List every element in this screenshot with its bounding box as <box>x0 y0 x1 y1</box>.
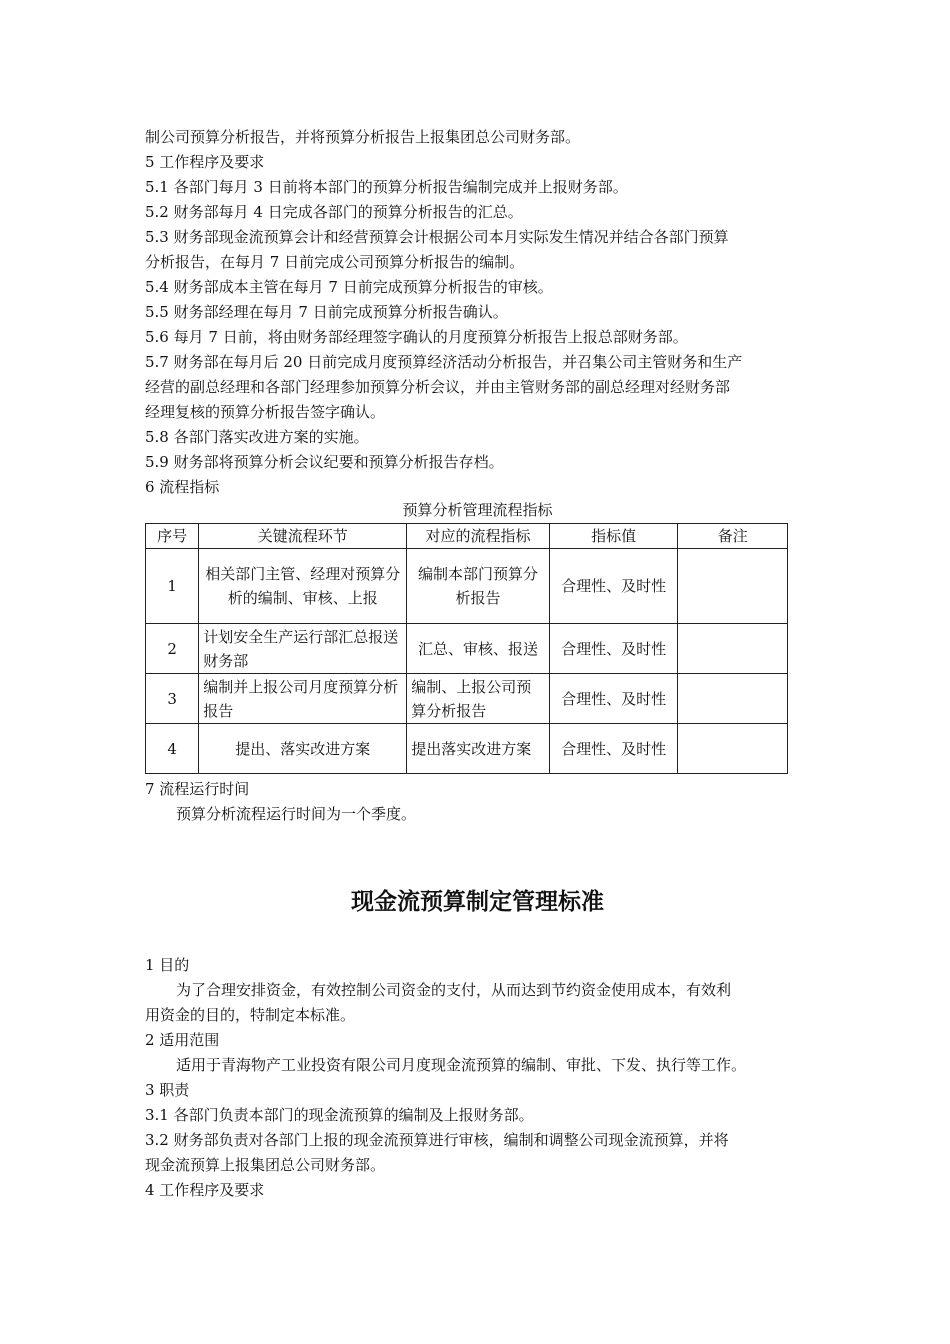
cell-indicator: 汇总、审核、报送 <box>407 624 550 674</box>
paragraph-line: 5.2 财务部每月 4 日完成各部门的预算分析报告的汇总。 <box>145 203 523 221</box>
paragraph-line: 5.8 各部门落实改进方案的实施。 <box>145 428 369 446</box>
table-caption: 预算分析管理流程指标 <box>402 501 553 519</box>
cell-note <box>678 624 788 674</box>
header-indicator: 对应的流程指标 <box>407 524 550 549</box>
cell-value: 合理性、及时性 <box>549 724 678 774</box>
header-note: 备注 <box>678 524 788 549</box>
paragraph-line: 经营的副总经理和各部门经理参加预算分析会议，并由主管财务部的副总经理对经财务部 <box>145 378 731 396</box>
cell-indicator: 编制、上报公司预算分析报告 <box>407 674 550 724</box>
paragraph-line: 适用于青海物产工业投资有限公司月度现金流预算的编制、审批、下发、执行等工作。 <box>176 1056 747 1074</box>
cell-value: 合理性、及时性 <box>549 549 678 624</box>
section-heading: 7 流程运行时间 <box>145 780 250 798</box>
section-heading: 1 目的 <box>145 956 190 974</box>
table-header-row <box>146 524 788 549</box>
cell-value: 合理性、及时性 <box>549 624 678 674</box>
paragraph-line: 5.5 财务部经理在每月 7 日前完成预算分析报告确认。 <box>145 303 508 321</box>
section-heading: 2 适用范围 <box>145 1031 220 1049</box>
paragraph-line: 制公司预算分析报告，并将预算分析报告上报集团总公司财务部。 <box>145 128 581 146</box>
paragraph-line: 3.2 财务部负责对各部门上报的现金流预算进行审核，编制和调整公司现金流预算，并将 <box>145 1131 729 1149</box>
cell-indicator: 提出落实改进方案 <box>407 724 550 774</box>
cell-note <box>678 674 788 724</box>
header-value: 指标值 <box>549 524 678 549</box>
paragraph-line: 为了合理安排资金，有效控制公司资金的支付，从而达到节约资金使用成本，有效利 <box>176 981 732 999</box>
table-row <box>146 674 788 724</box>
process-indicator-table <box>145 523 788 774</box>
cell-step: 编制并上报公司月度预算分析报告 <box>199 674 407 724</box>
header-step: 关键流程环节 <box>199 524 407 549</box>
paragraph-line: 5.3 财务部现金流预算会计和经营预算会计根据公司本月实际发生情况并结合各部门预算 <box>145 228 729 246</box>
section-heading: 6 流程指标 <box>145 478 220 496</box>
table-row <box>146 549 788 624</box>
cell-step: 提出、落实改进方案 <box>199 724 407 774</box>
paragraph-line: 现金流预算上报集团总公司财务部。 <box>145 1156 386 1174</box>
cell-no: 3 <box>146 674 199 724</box>
table-row <box>146 724 788 774</box>
cell-note <box>678 549 788 624</box>
paragraph-line: 5.4 财务部成本主管在每月 7 日前完成预算分析报告的审核。 <box>145 278 553 296</box>
paragraph-line: 3.1 各部门负责本部门的现金流预算的编制及上报财务部。 <box>145 1106 534 1124</box>
section-heading: 4 工作程序及要求 <box>145 1181 265 1199</box>
paragraph-line: 经理复核的预算分析报告签字确认。 <box>145 403 386 421</box>
paragraph-line: 分析报告，在每月 7 日前完成公司预算分析报告的编制。 <box>145 253 525 271</box>
document-title: 现金流预算制定管理标准 <box>351 888 604 915</box>
paragraph-line: 用资金的目的，特制定本标准。 <box>145 1006 356 1024</box>
cell-step: 相关部门主管、经理对预算分析的编制、审核、上报 <box>199 549 407 624</box>
paragraph-line: 5.6 每月 7 日前，将由财务部经理签字确认的月度预算分析报告上报总部财务部。 <box>145 328 688 346</box>
cell-no: 4 <box>146 724 199 774</box>
section-heading: 3 职责 <box>145 1081 190 1099</box>
cell-indicator: 编制本部门预算分析报告 <box>407 549 550 624</box>
cell-value: 合理性、及时性 <box>549 674 678 724</box>
header-no: 序号 <box>146 524 199 549</box>
paragraph-line: 5.7 财务部在每月后 20 日前完成月度预算经济活动分析报告，并召集公司主管财务和生产 <box>145 353 743 371</box>
cell-no: 1 <box>146 549 199 624</box>
table-row <box>146 624 788 674</box>
paragraph-line: 5.1 各部门每月 3 日前将本部门的预算分析报告编制完成并上报财务部。 <box>145 178 628 196</box>
cell-step: 计划安全生产运行部汇总报送财务部 <box>199 624 407 674</box>
cell-note <box>678 724 788 774</box>
cell-no: 2 <box>146 624 199 674</box>
paragraph-line: 5.9 财务部将预算分析会议纪要和预算分析报告存档。 <box>145 453 504 471</box>
section-heading: 5 工作程序及要求 <box>145 153 265 171</box>
paragraph-line: 预算分析流程运行时间为一个季度。 <box>176 805 417 823</box>
